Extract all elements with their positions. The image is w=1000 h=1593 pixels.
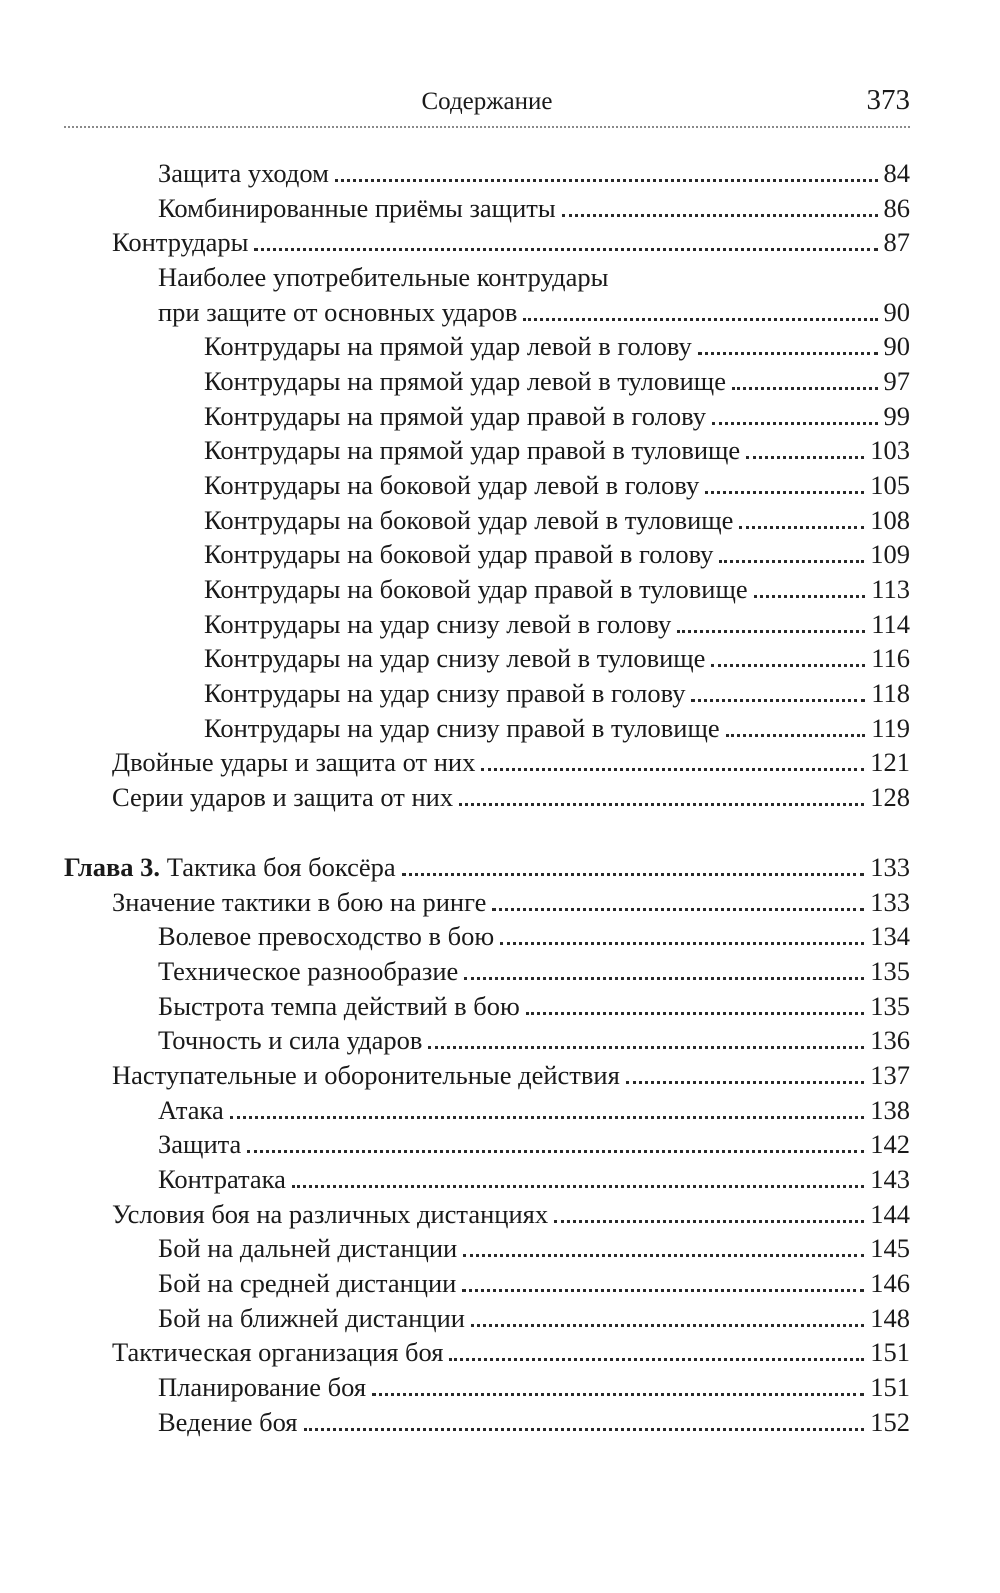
dot-leader bbox=[335, 173, 878, 182]
dot-leader bbox=[698, 346, 878, 355]
running-head-title: Содержание bbox=[421, 88, 553, 115]
dot-leader bbox=[719, 554, 864, 563]
toc-entry[interactable]: Контратака 143 bbox=[158, 1164, 910, 1194]
dot-leader bbox=[691, 693, 865, 702]
dot-leader bbox=[739, 520, 864, 529]
dot-leader bbox=[746, 450, 864, 459]
toc-entry[interactable]: Контрудары на прямой удар правой в туловище 103 bbox=[204, 435, 910, 465]
toc-entry[interactable]: Контрудары на прямой удар левой в голову 90 bbox=[204, 331, 910, 361]
chapter-label: Глава 3. bbox=[64, 852, 161, 882]
dot-leader bbox=[428, 1040, 864, 1049]
toc-entry[interactable]: Бой на ближней дистанции 148 bbox=[158, 1303, 910, 1333]
dot-leader bbox=[449, 1352, 864, 1361]
dot-leader bbox=[754, 589, 866, 598]
dot-leader bbox=[492, 902, 864, 911]
toc-entry[interactable]: Комбинированные приёмы защиты 86 bbox=[158, 193, 910, 223]
dot-leader bbox=[481, 762, 864, 771]
toc-entry[interactable]: Контрудары на прямой удар правой в голову 99 bbox=[204, 401, 910, 431]
dot-leader bbox=[732, 381, 878, 390]
dot-leader bbox=[230, 1110, 865, 1119]
dot-leader bbox=[562, 208, 878, 217]
toc-entry[interactable]: Контрудары на удар снизу левой в туловище 116 bbox=[204, 643, 910, 673]
toc-entry[interactable]: Ведение боя 152 bbox=[158, 1407, 910, 1437]
chapter-title: Тактика боя боксёра bbox=[166, 852, 396, 882]
toc-entry[interactable]: Тактическая организация боя 151 bbox=[112, 1337, 910, 1367]
dot-leader bbox=[554, 1214, 864, 1223]
dot-leader bbox=[372, 1387, 864, 1396]
toc-entry[interactable]: Условия боя на различных дистанциях 144 bbox=[112, 1199, 910, 1229]
toc-entry[interactable]: Контрудары на боковой удар левой в туловище 108 bbox=[204, 505, 910, 535]
dot-leader bbox=[459, 797, 864, 806]
dot-leader bbox=[464, 971, 864, 980]
toc-entry[interactable]: Защита уходом 84 bbox=[158, 158, 910, 188]
toc-entry[interactable]: Контрудары на боковой удар правой в туловище 113 bbox=[204, 574, 910, 604]
toc-entry-line[interactable]: Наиболее употребительные контрудары bbox=[158, 262, 609, 292]
dot-leader bbox=[500, 936, 864, 945]
dot-leader bbox=[292, 1179, 864, 1188]
toc-entry[interactable]: Серии ударов и защита от них 128 bbox=[112, 782, 910, 812]
toc-chapter-entry[interactable]: Глава 3. Тактика боя боксёра 133 bbox=[64, 852, 910, 882]
toc-entry[interactable]: Значение тактики в бою на ринге 133 bbox=[112, 887, 910, 917]
dot-leader bbox=[705, 485, 864, 494]
toc-entry[interactable]: Контрудары на боковой удар левой в голову 105 bbox=[204, 470, 910, 500]
dot-leader bbox=[626, 1075, 864, 1084]
dot-leader bbox=[526, 1006, 865, 1015]
header-dotted-rule bbox=[64, 126, 910, 128]
toc-entry[interactable]: Контрудары на удар снизу правой в туловище 119 bbox=[204, 713, 910, 743]
toc-entry[interactable]: Атака 138 bbox=[158, 1095, 910, 1125]
toc-entry[interactable]: Защита 142 bbox=[158, 1129, 910, 1159]
toc-entry[interactable]: Бой на средней дистанции 146 bbox=[158, 1268, 910, 1298]
dot-leader bbox=[523, 312, 877, 321]
dot-leader bbox=[402, 867, 865, 876]
dot-leader bbox=[471, 1318, 864, 1327]
dot-leader bbox=[254, 242, 877, 251]
toc-entry[interactable]: Контрудары на боковой удар правой в голову 109 bbox=[204, 539, 910, 569]
dot-leader bbox=[462, 1283, 864, 1292]
dot-leader bbox=[711, 658, 865, 667]
toc-entry[interactable]: Контрудары на прямой удар левой в туловище 97 bbox=[204, 366, 910, 396]
page-header bbox=[64, 74, 910, 130]
toc-entry[interactable]: Наступательные и оборонительные действия 137 bbox=[112, 1060, 910, 1090]
dot-leader bbox=[247, 1144, 864, 1153]
dot-leader bbox=[712, 416, 878, 425]
toc-entry[interactable]: Бой на дальней дистанции 145 bbox=[158, 1233, 910, 1263]
toc-entry[interactable]: Двойные удары и защита от них 121 bbox=[112, 747, 910, 777]
toc-entry[interactable]: Планирование боя 151 bbox=[158, 1372, 910, 1402]
toc-entry[interactable]: Техническое разнообразие 135 bbox=[158, 956, 910, 986]
dot-leader bbox=[463, 1248, 864, 1257]
toc-entry[interactable]: Точность и сила ударов 136 bbox=[158, 1025, 910, 1055]
dot-leader bbox=[726, 728, 866, 737]
dot-leader bbox=[677, 624, 865, 633]
toc-entry[interactable]: Контрудары на удар снизу правой в голову 118 bbox=[204, 678, 910, 708]
toc-entry[interactable]: Контрудары на удар снизу левой в голову 114 bbox=[204, 609, 910, 639]
toc-entry[interactable]: Быстрота темпа действий в бою 135 bbox=[158, 991, 910, 1021]
toc-entry[interactable]: Контрудары 87 bbox=[112, 227, 910, 257]
dot-leader bbox=[304, 1422, 865, 1431]
toc-entry[interactable]: Волевое превосходство в бою 134 bbox=[158, 921, 910, 951]
page-number: 373 bbox=[866, 84, 910, 116]
toc-entry[interactable]: при защите от основных ударов 90 bbox=[158, 297, 910, 327]
